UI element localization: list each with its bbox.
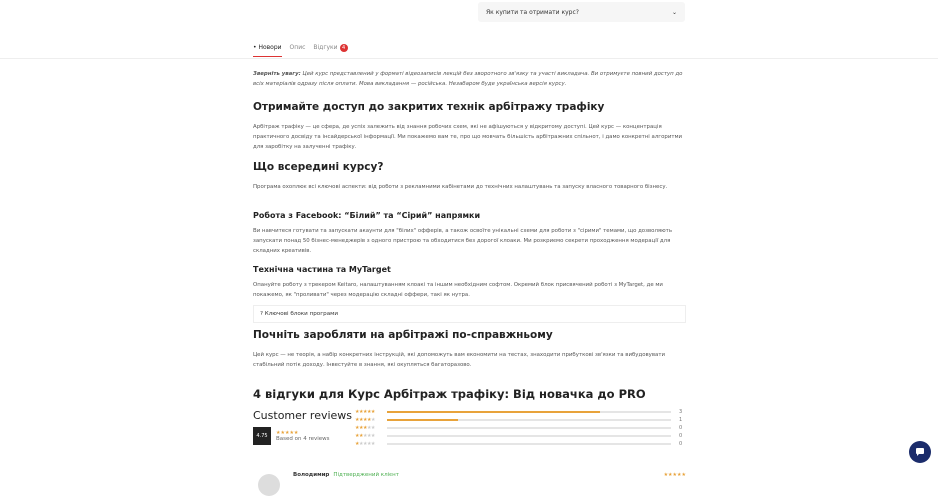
tabs xyxy=(253,44,348,57)
section-text: Арбітраж трафіку — це сфера, де успіх залежить від знання робочих схем, які не афішуються у відкритому доступі. Цей курс — концентрація практичного досвіду та інсайдерської інформації. Ми покажемо вам те, про що мовчать більшість арбітражних спільнот, і дамо конкретні алгоритми для заробітку на залученні трафіку. xyxy=(253,124,683,150)
star-rating-icon: ★★★★★ xyxy=(355,433,375,439)
notice xyxy=(253,69,686,89)
subsection-heading: Робота з Facebook: “Білий” та “Сірий” напрямки xyxy=(253,211,481,220)
chat-button[interactable] xyxy=(909,441,931,463)
rating-bar-track xyxy=(387,411,671,413)
rating-bar-row[interactable] xyxy=(355,440,685,448)
notice-bold: Зверніть увагу: xyxy=(253,71,301,77)
subsection-heading: Технічна частина та MyTarget xyxy=(253,265,391,274)
average-score: 4.75 xyxy=(253,427,271,445)
tab-reviews-label: Відгуки xyxy=(313,44,338,51)
rating-count: 3 xyxy=(679,409,683,415)
rating-count: 1 xyxy=(679,417,683,423)
rating-bar-row[interactable] xyxy=(355,432,685,440)
rating-bar-row[interactable] xyxy=(355,416,685,424)
subsection-text: Ви навчитеся готувати та запускати акаунти для "білих" офферів, а також освоїте унікальні схеми для роботи з "сірими" темами, що дозволяють запускати понад 50 бізнес-менеджерів з одного пристрою та обходитися без дорогої клоаки. Ми розкриємо секрети проходження модерації для складних креативів. xyxy=(253,228,672,254)
rating-count: 0 xyxy=(679,433,683,439)
rating-bar-track xyxy=(387,435,671,437)
rating-bar-row[interactable] xyxy=(355,424,685,432)
review-item xyxy=(253,472,686,478)
section-text: Цей курс — не теорія, а набір конкретних інструкцій, які допоможуть вам економити на тестах, знаходити прибуткові зв'язки та вибудовувати стабільний потік доходу. Інвестуйте в знання, які окупляться багаторазово. xyxy=(253,352,665,368)
star-rating-icon: ★★★★★ xyxy=(355,441,375,447)
tab-reviews[interactable] xyxy=(313,44,347,57)
rating-count: 0 xyxy=(679,425,683,431)
accordion-key-blocks[interactable]: ? Ключові блоки програми xyxy=(253,305,686,323)
reviews-count-badge: 4 xyxy=(340,44,348,52)
rating-count: 0 xyxy=(679,441,683,447)
verified-badge: Підтверджений клієнт xyxy=(333,472,399,478)
star-rating-icon: ★★★★★ xyxy=(355,409,375,415)
notice-text: Цей курс представлений у форматі відеозаписів лекцій без зворотного зв'язку та участі викладача. Ви отримуєте повний доступ до всіх матеріалів одразу після оплати. Мова викладання — російська. Незабаром буде українська версія курсу. xyxy=(253,71,683,87)
customer-reviews-heading: Customer reviews xyxy=(253,409,353,422)
section-heading: Що всередині курсу? xyxy=(253,161,384,173)
review-author: Володимир xyxy=(293,472,330,478)
faq-question: Як купити та отримати курс? xyxy=(486,8,579,16)
section-text: Програма охоплює всі ключові аспекти: від роботи з рекламними кабінетами до технічних налаштувань та запуску власного товарного бізнесу. xyxy=(253,184,668,190)
chevron-down-icon: ⌄ xyxy=(671,8,677,16)
tab-description[interactable]: Опис xyxy=(289,44,306,51)
rating-bar-track xyxy=(387,427,671,429)
rating-bar-row[interactable] xyxy=(355,408,685,416)
tab-new[interactable]: • Новори xyxy=(253,44,282,57)
reviews-title: 4 відгуки для Курс Арбітраж трафіку: Від новачка до PRO xyxy=(253,387,646,401)
star-rating-icon: ★★★★★ xyxy=(355,425,375,431)
star-rating-icon: ★★★★★ xyxy=(276,430,299,436)
section-heading: Отримайте доступ до закритих технік арбітражу трафіку xyxy=(253,101,605,113)
section-heading: Почніть заробляти на арбітражі по-справжньому xyxy=(253,329,553,341)
star-rating-icon: ★★★★★ xyxy=(355,417,375,423)
faq-item[interactable] xyxy=(478,2,685,22)
subsection-text: Опануйте роботу з трекером Keitaro, налаштуванням клоакі та іншим необхідним софтом. Окремий блок присвячений роботі з MyTarget, де ми покажемо, як "проливати" через модерацію складні оффери, такі як нутра. xyxy=(253,282,663,298)
rating-bar-track xyxy=(387,443,671,445)
rating-bar-fill xyxy=(387,419,458,421)
based-on: Based on 4 reviews xyxy=(276,436,330,442)
rating-bar-track xyxy=(387,419,671,421)
rating-summary xyxy=(253,427,353,445)
avatar xyxy=(258,474,280,496)
chat-bubble-icon xyxy=(915,447,925,457)
review-stars: ★★★★★ xyxy=(663,472,686,478)
divider xyxy=(0,58,938,59)
rating-bar-fill xyxy=(387,411,600,413)
